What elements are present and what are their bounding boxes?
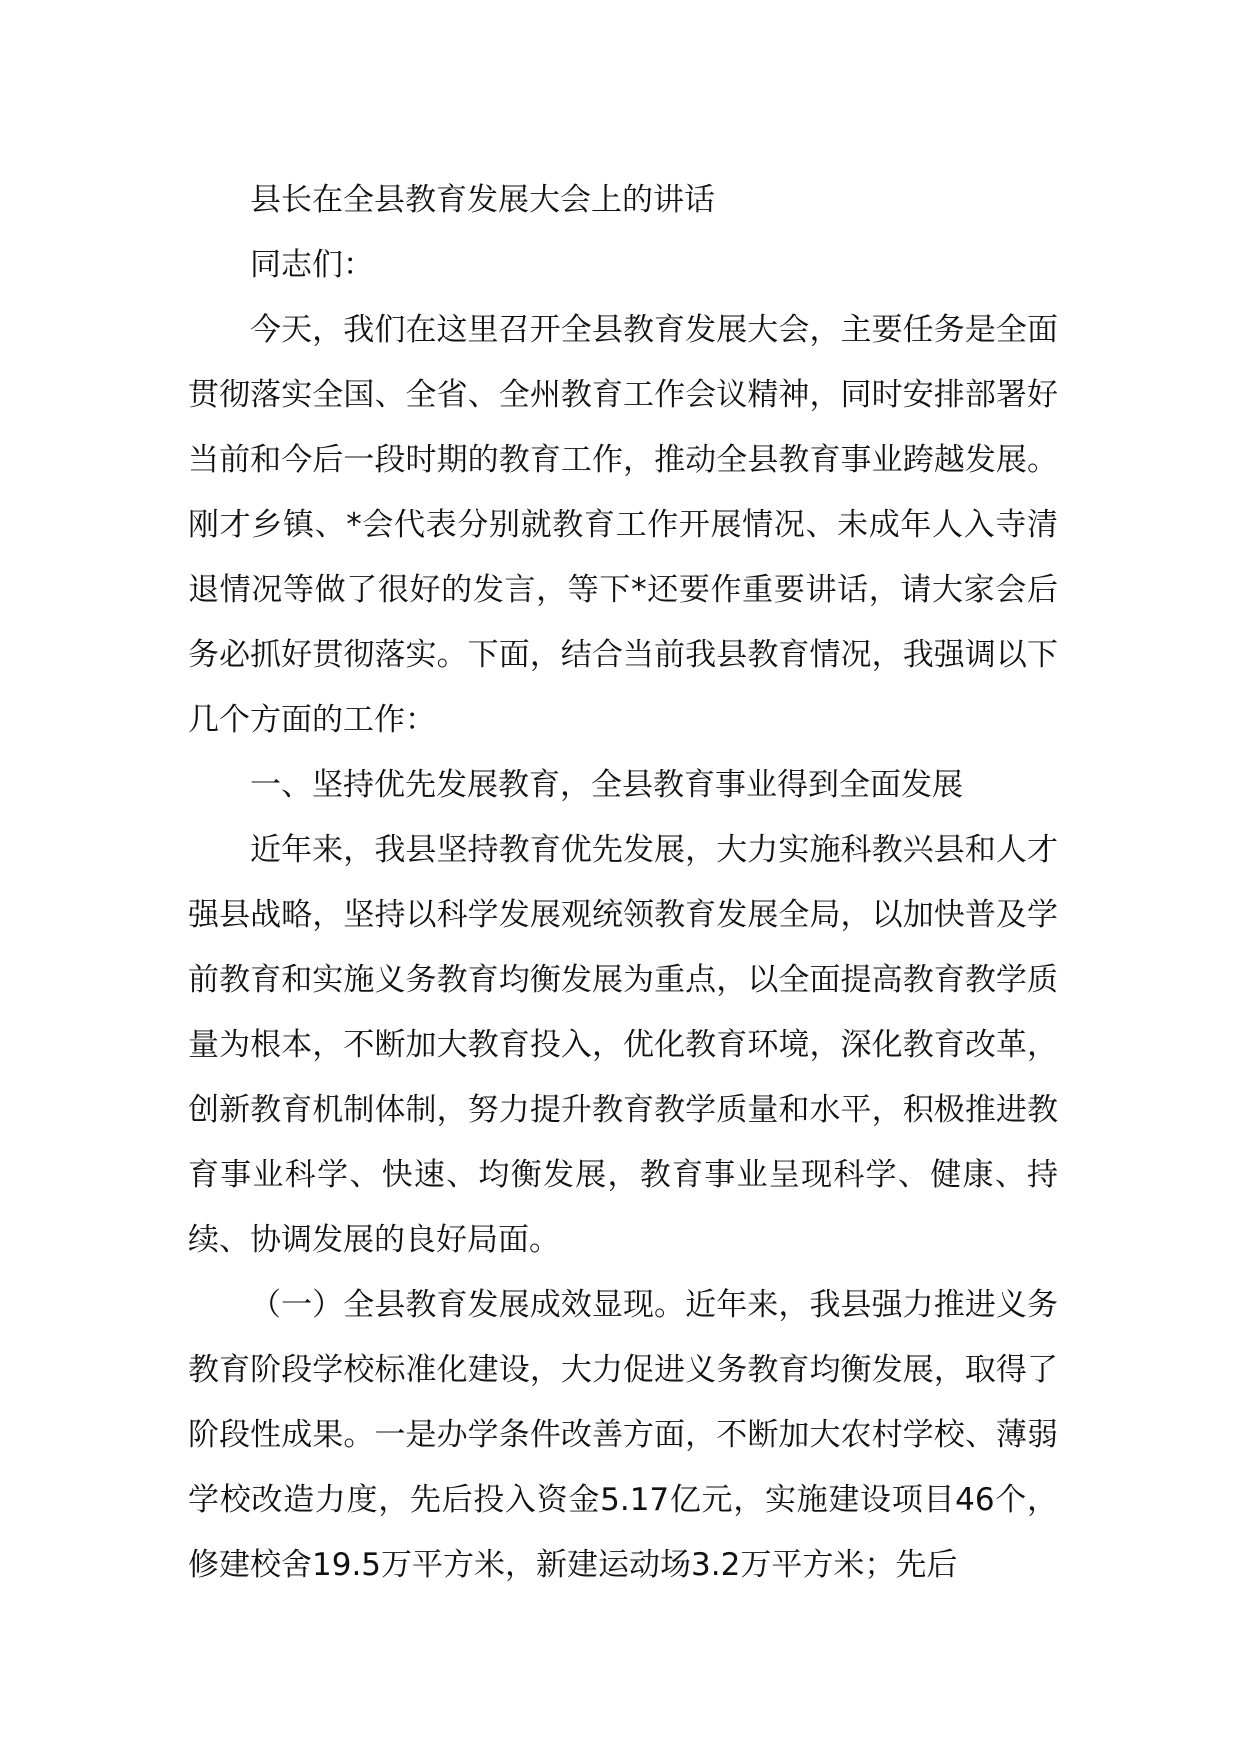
section-heading-1: 一、坚持优先发展教育，全县教育事业得到全面发展 bbox=[250, 767, 963, 803]
document-body bbox=[188, 168, 1058, 1598]
paragraph-achievements: （一）全县教育发展成效显现。近年来，我县强力推进义务教育阶段学校标准化建设，大力促进义务教育均衡发展，取得了阶段性成果。一是办学条件改善方面，不断加大农村学校、薄弱学校改造力度，先后投入资金5.17亿元，实施建设项目46个，修建校舍19.5万平方米，新建运动场3.2万平方米；先后 bbox=[188, 1287, 1058, 1583]
paragraph-overview: 近年来，我县坚持教育优先发展，大力实施科教兴县和人才强县战略，坚持以科学发展观统领教育发展全局，以加快普及学前教育和实施义务教育均衡发展为重点，以全面提高教育教学质量为根本，不断加大教育投入，优化教育环境，深化教育改革，创新教育机制体制，努力提升教育教学质量和水平，积极推进教育事业科学、快速、均衡发展，教育事业呈现科学、健康、持续、协调发展的良好局面。 bbox=[188, 832, 1058, 1258]
document-title: 县长在全县教育发展大会上的讲话 bbox=[250, 182, 715, 218]
paragraph-opening: 今天，我们在这里召开全县教育发展大会，主要任务是全面贯彻落实全国、全省、全州教育工作会议精神，同时安排部署好当前和今后一段时期的教育工作，推动全县教育事业跨越发展。刚才乡镇、*会代表分别就教育工作开展情况、未成年人入寺清退情况等做了很好的发言，等下*还要作重要讲话，请大家会后务必抓好贯彻落实。下面，结合当前我县教育情况，我强调以下几个方面的工作： bbox=[188, 312, 1058, 738]
salutation: 同志们： bbox=[250, 247, 374, 283]
